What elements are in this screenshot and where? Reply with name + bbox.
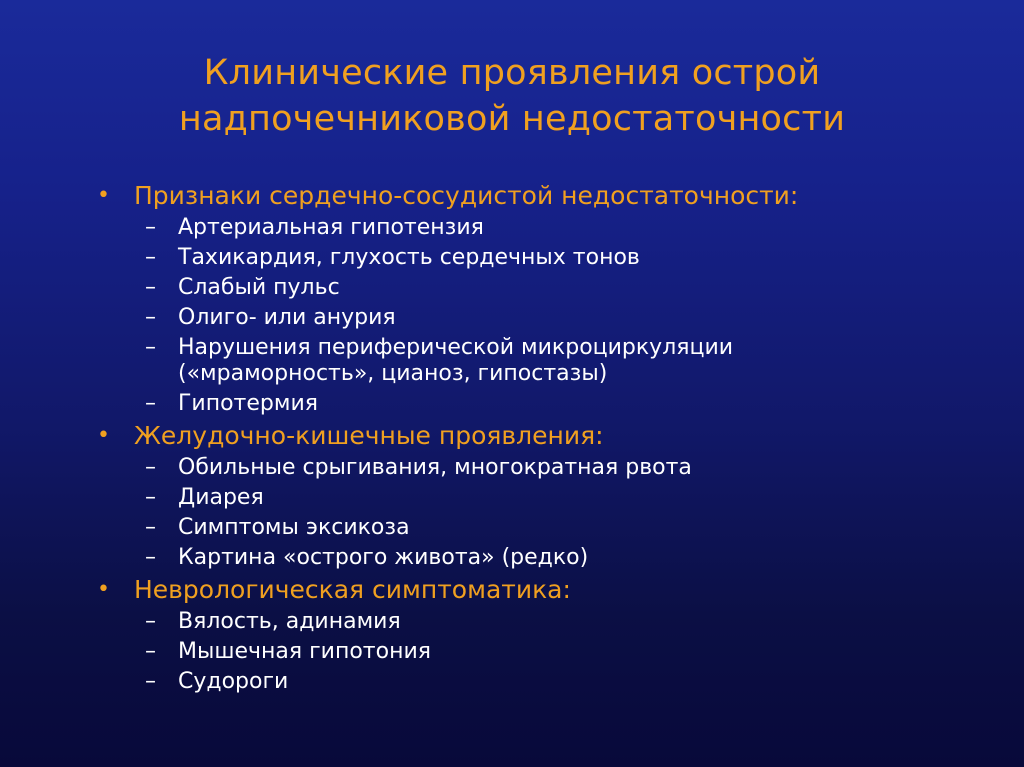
dash-icon: – xyxy=(145,215,156,240)
list-item xyxy=(95,215,975,241)
list-item-text: Картина «острого живота» (редко) xyxy=(178,545,589,570)
title-line-1: Клинические проявления острой xyxy=(203,53,821,93)
list-item xyxy=(95,545,975,571)
list-item-text: Судороги xyxy=(178,669,289,694)
section-neurological xyxy=(95,574,975,695)
dash-icon: – xyxy=(145,455,156,480)
sub-list xyxy=(95,609,975,695)
list-item-text: Артериальная гипотензия xyxy=(178,215,484,240)
dash-icon: – xyxy=(145,609,156,634)
list-item-text: Нарушения периферической микроциркуляции xyxy=(178,335,734,360)
list-item xyxy=(95,455,975,481)
bullet-icon: • xyxy=(97,423,110,448)
bullet-icon: • xyxy=(97,577,110,602)
bullet-icon: • xyxy=(97,183,110,208)
list-item-text: Олиго- или анурия xyxy=(178,305,396,330)
dash-icon: – xyxy=(145,335,156,360)
slide-title xyxy=(0,50,1024,142)
dash-icon: – xyxy=(145,275,156,300)
list-item-continuation: («мраморность», цианоз, гипостазы) xyxy=(178,361,608,386)
dash-icon: – xyxy=(145,245,156,270)
section-heading-text: Неврологическая симптоматика: xyxy=(134,575,571,604)
bullet-list xyxy=(95,180,975,695)
list-item xyxy=(95,245,975,271)
list-item xyxy=(95,335,975,387)
list-item xyxy=(95,669,975,695)
list-item xyxy=(95,275,975,301)
section-cardiovascular xyxy=(95,180,975,417)
sub-list xyxy=(95,215,975,417)
dash-icon: – xyxy=(145,515,156,540)
dash-icon: – xyxy=(145,485,156,510)
dash-icon: – xyxy=(145,305,156,330)
list-item xyxy=(95,639,975,665)
list-item-text: Обильные срыгивания, многократная рвота xyxy=(178,455,692,480)
sub-list xyxy=(95,455,975,571)
list-item-text: Тахикардия, глухость сердечных тонов xyxy=(178,245,640,270)
dash-icon: – xyxy=(145,545,156,570)
title-line-2: надпочечниковой недостаточности xyxy=(178,99,846,139)
list-item-text: Вялость, адинамия xyxy=(178,609,401,634)
section-heading-text: Признаки сердечно-сосудистой недостаточности: xyxy=(134,181,799,210)
section-gastrointestinal xyxy=(95,420,975,571)
list-item xyxy=(95,305,975,331)
dash-icon: – xyxy=(145,639,156,664)
section-heading xyxy=(95,420,975,452)
dash-icon: – xyxy=(145,669,156,694)
dash-icon: – xyxy=(145,391,156,416)
section-heading xyxy=(95,180,975,212)
list-item xyxy=(95,609,975,635)
list-item xyxy=(95,515,975,541)
list-item xyxy=(95,391,975,417)
list-item-text: Симптомы эксикоза xyxy=(178,515,410,540)
list-item xyxy=(95,485,975,511)
list-item-text: Слабый пульс xyxy=(178,275,340,300)
list-item-text: Диарея xyxy=(178,485,264,510)
section-heading-text: Желудочно-кишечные проявления: xyxy=(134,421,604,450)
list-item-text: Мышечная гипотония xyxy=(178,639,431,664)
list-item-text: Гипотермия xyxy=(178,391,319,416)
section-heading xyxy=(95,574,975,606)
